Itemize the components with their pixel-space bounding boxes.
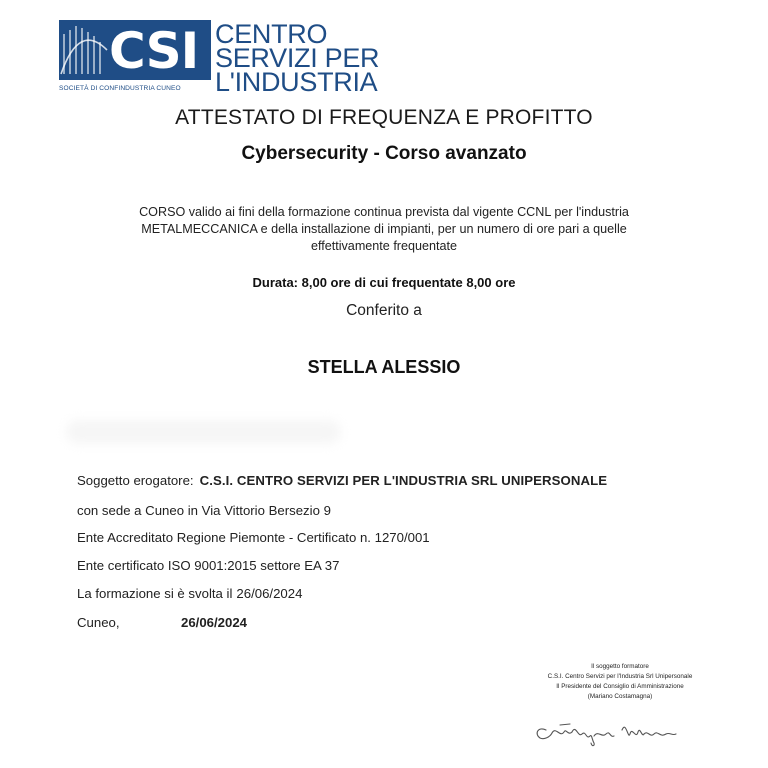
course-description xyxy=(90,204,678,255)
place-label: Cuneo, xyxy=(77,615,120,630)
signature-line: Il soggetto formatore xyxy=(591,663,649,670)
logo-name-line: SERVIZI PER xyxy=(215,43,380,73)
description-line: effettivamente frequentate xyxy=(310,239,458,253)
training-date-row xyxy=(77,586,302,601)
logo-emblem xyxy=(59,20,211,80)
logo-subtitle: SOCIETÀ DI CONFINDUSTRIA CUNEO xyxy=(59,85,181,92)
place-date-row xyxy=(77,615,248,630)
training-date-value: 26/06/2024 xyxy=(236,586,303,601)
certification-row: Ente certificato ISO 9001:2015 settore EA 37 xyxy=(77,558,340,573)
accreditation-row: Ente Accreditato Regione Piemonte - Certificato n. 1270/001 xyxy=(77,530,430,545)
provider-label: Soggetto erogatore: xyxy=(77,473,194,488)
course-name: Cybersecurity - Corso avanzato xyxy=(241,143,527,164)
description-line: METALMECCANICA e della installazione di impianti, per un numero di ore pari a quelle xyxy=(141,222,627,236)
address-row: con sede a Cuneo in Via Vittorio Bersezio 9 xyxy=(77,503,331,518)
logo-acronym: CSI xyxy=(109,22,199,80)
signature-line: C.S.I. Centro Servizi per l'Industria Srl Unipersonale xyxy=(547,673,693,680)
training-date-label: La formazione si è svolta il xyxy=(77,586,233,601)
issue-date: 26/06/2024 xyxy=(181,615,248,630)
logo-name-line: L'INDUSTRIA xyxy=(215,67,378,97)
description-line: CORSO valido ai fini della formazione continua prevista dal vigente CCNL per l'industria xyxy=(139,205,629,219)
redacted-area xyxy=(66,420,341,444)
csi-logo xyxy=(59,20,389,100)
recipient-name: STELLA ALESSIO xyxy=(307,357,461,377)
provider-value: C.S.I. CENTRO SERVIZI PER L'INDUSTRIA SRL UNIPERSONALE xyxy=(199,473,608,488)
course-duration: Durata: 8,00 ore di cui frequentate 8,00 ore xyxy=(252,275,516,290)
logo-company-name xyxy=(215,19,395,97)
logo-stripes-graphic xyxy=(59,20,111,80)
handwritten-signature xyxy=(530,710,680,748)
conferred-label: Conferito a xyxy=(346,302,422,319)
logo-name-line: CENTRO xyxy=(215,19,328,49)
signature-line: Il Presidente del Consiglio di Amministrazione xyxy=(556,683,684,690)
provider-row xyxy=(77,473,607,488)
signature-line: (Mariano Costamagna) xyxy=(587,693,653,700)
certificate-title: ATTESTATO DI FREQUENZA E PROFITTO xyxy=(175,106,593,129)
signature-block xyxy=(500,662,740,702)
